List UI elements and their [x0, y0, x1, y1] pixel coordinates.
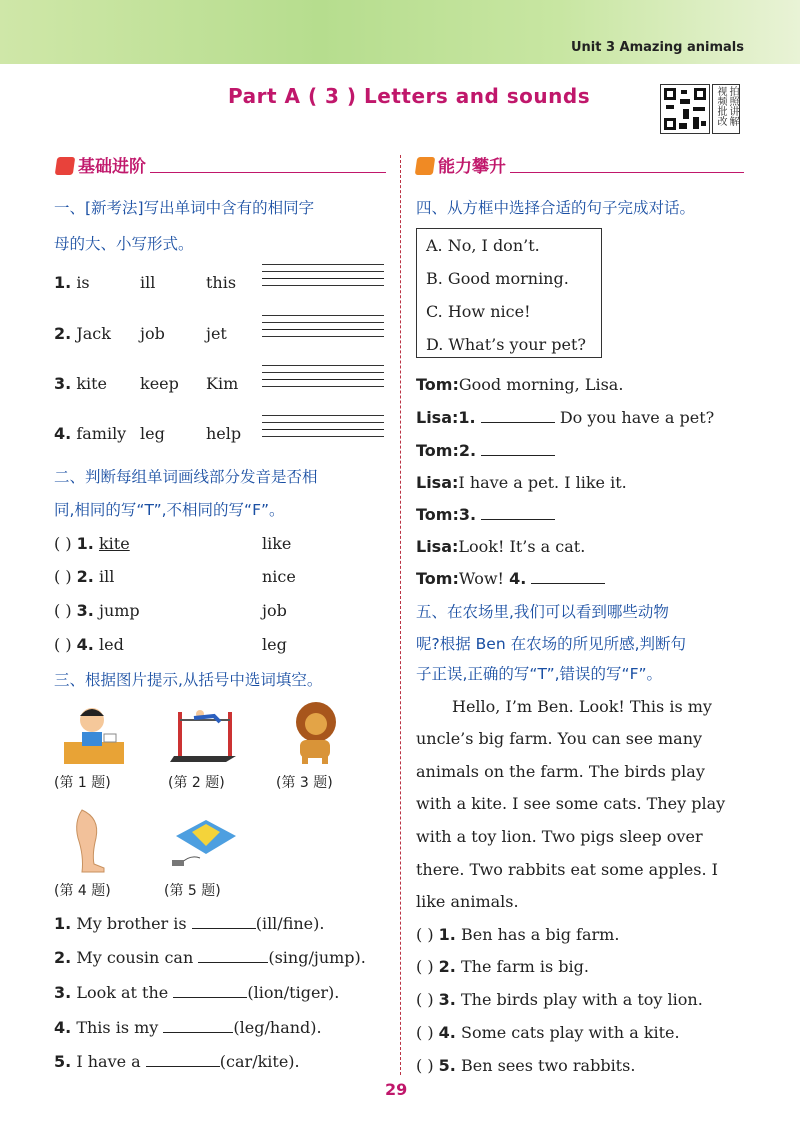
passage-line: uncle’s big farm. You can see many	[416, 729, 703, 748]
q1-word: job	[140, 324, 165, 343]
dialogue-line: Tom:Good morning, Lisa.	[416, 375, 624, 394]
leg-picture	[70, 808, 110, 874]
mountain-icon	[415, 157, 436, 175]
q5-heading-line1: 五、在农场里,我们可以看到哪些动物	[416, 603, 669, 621]
pic-label-3: (第 3 题)	[276, 775, 333, 791]
answer-blank[interactable]	[192, 928, 256, 929]
passage-line: Hello, I’m Ben. Look! This is my	[452, 697, 712, 716]
qr-caption: 拍照讲解视频批改	[712, 84, 740, 134]
q1-word: leg	[140, 424, 165, 443]
pic-label-1: (第 1 题)	[54, 775, 111, 791]
lion-picture	[290, 700, 342, 764]
section-basic-header	[56, 152, 146, 177]
q5-item[interactable]: ( ) 1. Ben has a big farm.	[416, 925, 620, 944]
q2-word-b: leg	[262, 635, 287, 654]
pic-label-5: (第 5 题)	[164, 883, 221, 899]
q2-row[interactable]: ( ) 3. jump	[54, 601, 140, 620]
q2-heading-line2: 同,相同的写“T”,不相同的写“F”。	[54, 501, 285, 519]
option-d: D. What’s your pet?	[426, 335, 586, 354]
q3-item[interactable]: 5. I have a (car/kite).	[54, 1052, 300, 1071]
passage-line: with a kite. I see some cats. They play	[416, 794, 726, 813]
answer-blank[interactable]	[198, 962, 268, 963]
answer-blank[interactable]	[531, 583, 605, 584]
section-underline	[510, 172, 744, 173]
passage-line: like animals.	[416, 892, 519, 911]
section-advanced-header	[416, 152, 506, 177]
option-c: C. How nice!	[426, 302, 531, 321]
q3-item[interactable]: 2. My cousin can (sing/jump).	[54, 948, 366, 967]
answer-blank[interactable]	[163, 1032, 233, 1033]
q1-word: ill	[140, 273, 156, 292]
q2-word-b: job	[262, 601, 287, 620]
q1-row: 2. Jack	[54, 324, 111, 343]
dialogue-line[interactable]: Tom:Wow! 4.	[416, 569, 605, 588]
section-basic-title: 基础进阶	[78, 157, 146, 177]
kite-picture	[170, 814, 240, 872]
column-divider	[400, 155, 401, 1075]
q1-writing-lines[interactable]	[262, 365, 384, 393]
dialogue-line[interactable]: Tom:2.	[416, 441, 555, 460]
q5-item[interactable]: ( ) 3. The birds play with a toy lion.	[416, 990, 703, 1009]
answer-blank[interactable]	[481, 455, 555, 456]
passage-line: there. Two rabbits eat some apples. I	[416, 860, 718, 879]
dialogue-line[interactable]: Lisa:1. Do you have a pet?	[416, 408, 715, 427]
flag-icon	[55, 157, 76, 175]
qr-code-icon[interactable]	[660, 84, 710, 134]
q5-heading-line2: 呢?根据 Ben 在农场的所见所感,判断句	[416, 635, 687, 653]
high-jump-picture	[170, 704, 240, 762]
answer-blank[interactable]	[146, 1066, 220, 1067]
q1-word: help	[206, 424, 242, 443]
q1-word: jet	[206, 324, 227, 343]
q2-word-b: like	[262, 534, 292, 553]
option-b: B. Good morning.	[426, 269, 569, 288]
q1-heading-line2: 母的大、小写形式。	[54, 235, 194, 253]
q1-word: keep	[140, 374, 179, 393]
dialogue-line: Lisa:Look! It’s a cat.	[416, 537, 586, 556]
q3-item[interactable]: 3. Look at the (lion/tiger).	[54, 983, 340, 1002]
q1-heading-line1: 一、[新考法]写出单词中含有的相同字	[54, 199, 315, 217]
section-underline	[150, 172, 386, 173]
q5-item[interactable]: ( ) 5. Ben sees two rabbits.	[416, 1056, 636, 1075]
q1-writing-lines[interactable]	[262, 415, 384, 443]
pic-label-4: (第 4 题)	[54, 883, 111, 899]
q4-heading: 四、从方框中选择合适的句子完成对话。	[416, 199, 696, 217]
q3-item[interactable]: 4. This is my (leg/hand).	[54, 1018, 322, 1037]
page-title: Part A ( 3 ) Letters and sounds	[228, 84, 591, 108]
q1-writing-lines[interactable]	[262, 264, 384, 292]
passage-line: animals on the farm. The birds play	[416, 762, 705, 781]
q1-writing-lines[interactable]	[262, 315, 384, 343]
passage-line: with a toy lion. Two pigs sleep over	[416, 827, 703, 846]
q1-row: 4. family	[54, 424, 127, 443]
sick-boy-picture	[64, 702, 124, 764]
q1-word: Kim	[206, 374, 239, 393]
page-number: 29	[385, 1080, 408, 1099]
q1-row: 3. kite	[54, 374, 108, 393]
q1-row: 1. is	[54, 273, 90, 292]
q1-word: this	[206, 273, 237, 292]
pic-label-2: (第 2 题)	[168, 775, 225, 791]
q3-item[interactable]: 1. My brother is (ill/fine).	[54, 914, 325, 933]
q2-row[interactable]: ( ) 1. kite	[54, 534, 130, 553]
answer-blank[interactable]	[481, 422, 555, 423]
option-a: A. No, I don’t.	[426, 236, 540, 255]
unit-label: Unit 3 Amazing animals	[570, 40, 744, 55]
q5-item[interactable]: ( ) 4. Some cats play with a kite.	[416, 1023, 680, 1042]
dialogue-line[interactable]: Tom:3.	[416, 505, 555, 524]
q2-row[interactable]: ( ) 2. ill	[54, 567, 115, 586]
q2-row[interactable]: ( ) 4. led	[54, 635, 124, 654]
q2-heading-line1: 二、判断每组单词画线部分发音是否相	[54, 468, 318, 486]
section-advanced-title: 能力攀升	[438, 157, 506, 177]
answer-blank[interactable]	[173, 997, 247, 998]
q3-heading: 三、根据图片提示,从括号中选词填空。	[54, 671, 323, 689]
q5-heading-line3: 子正误,正确的写“T”,错误的写“F”。	[416, 665, 663, 683]
q5-item[interactable]: ( ) 2. The farm is big.	[416, 957, 589, 976]
q2-word-b: nice	[262, 567, 296, 586]
answer-blank[interactable]	[481, 519, 555, 520]
dialogue-line: Lisa:I have a pet. I like it.	[416, 473, 627, 492]
